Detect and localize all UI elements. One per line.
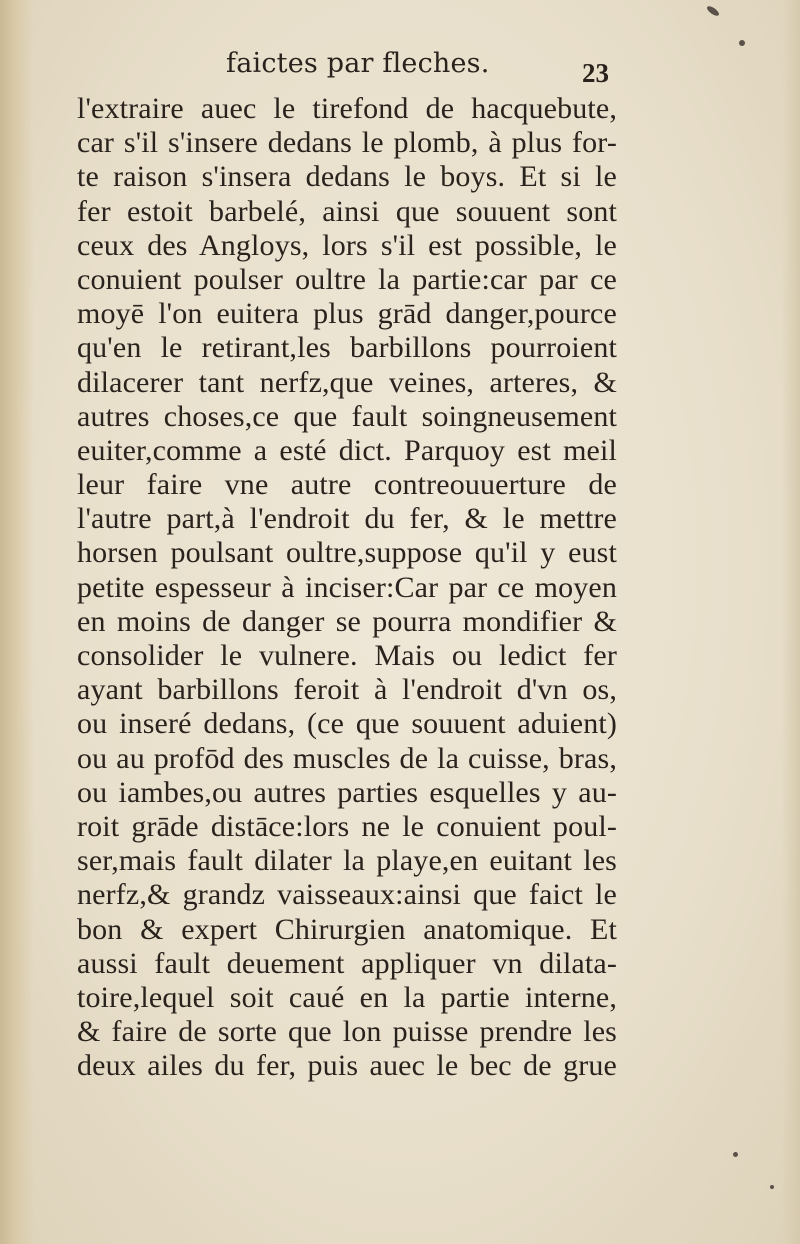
text-line: l'extraire auec le tirefond de hacquebute, (77, 92, 617, 125)
text-line: leur faire vne autre contreouuerture de (77, 468, 617, 502)
text-line: toire,lequel soit caué en la partie interne, (77, 980, 617, 1014)
text-line: ser,mais fault dilater la playe,en euitant les (77, 844, 617, 878)
text-line: autres choses,ce que fault soingneusement (77, 399, 617, 433)
text-line: dilacerer tant nerfz,que veines, arteres, & (77, 365, 617, 399)
text-line: ou iambes,ou autres parties esquelles y au- (77, 775, 617, 809)
text-line: conuient poulser oultre la partie:car par ce (77, 262, 617, 296)
text-line: consolider le vulnere. Mais ou ledict fer (77, 639, 617, 672)
text-line: & faire de sorte que lon puisse prendre les (77, 1015, 617, 1049)
page-number: 23 (582, 58, 609, 88)
text-line: car s'il s'insere dedans le plomb, à plus for- (77, 126, 617, 160)
text-line: deux ailes du fer, puis auec le bec de grue (77, 1049, 617, 1083)
page-edge-shadow (782, 0, 800, 1244)
running-head: faictes par fleches. (226, 48, 490, 79)
text-line: horsen poulsant oultre,suppose qu'il y eust (77, 536, 617, 570)
text-line: ceux des Angloys, lors s'il est possible, le (77, 228, 617, 262)
text-line: en moins de danger se pourra mondifier & (77, 604, 617, 638)
text-line: ou au profōd des muscles de la cuisse, bras, (77, 741, 617, 775)
text-line: fer estoit barbelé, ainsi que souuent sont (77, 194, 617, 228)
text-line: petite espesseur à inciser:Car par ce moyen (77, 570, 617, 604)
text-line: ayant barbillons feroit à l'endroit d'vn os, (77, 673, 617, 707)
text-line: nerfz,& grandz vaisseaux:ainsi que faict le (77, 878, 617, 912)
text-line: aussi fault deuement appliquer vn dilata- (77, 946, 617, 980)
ink-speck (706, 5, 721, 18)
text-line: euiter,comme a esté dict. Parquoy est meil (77, 433, 617, 467)
body-text (77, 92, 617, 1083)
ink-speck (770, 1185, 774, 1189)
text-line: moyē l'on euitera plus grād danger,pource (77, 297, 617, 331)
text-line: l'autre part,à l'endroit du fer, & le mettre (77, 502, 617, 536)
ink-speck (733, 1152, 738, 1157)
text-line: te raison s'insera dedans le boys. Et si le (77, 160, 617, 194)
text-line: roit grāde distāce:lors ne le conuient poul- (77, 809, 617, 843)
text-line: qu'en le retirant,les barbillons pourroient (77, 331, 617, 365)
text-line: ou inseré dedans, (ce que souuent aduient) (77, 707, 617, 741)
page-header (0, 44, 800, 88)
text-line: bon & expert Chirurgien anatomique. Et (77, 912, 617, 946)
page-gutter-shadow (0, 0, 34, 1244)
